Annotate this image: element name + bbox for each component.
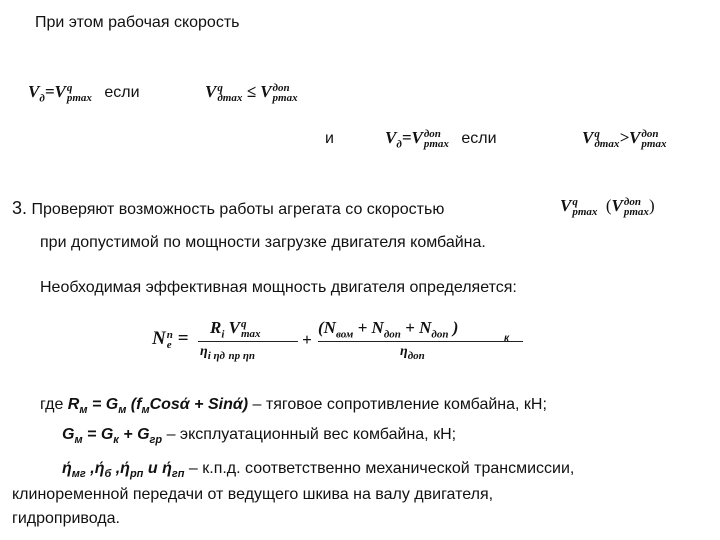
item-3 [12,198,444,219]
equation-1 [28,82,140,104]
equation-2: $V_д=V$ доп pmax если [385,128,497,151]
eta-line: $ή_{мг}$ $,ή_б$ $,ή_{рп}$ и $ή_{гп} - к.п.д$. соответственно механической трансмиссии, [62,460,575,481]
eq1-lhs: $V_д=V$ q pmax [28,82,92,105]
power-plus: + [302,330,312,349]
eq2-if-word: если [461,130,497,147]
eta-line-2: клиноременной передачи от ведущего шкива на валу двигателя, [12,486,494,503]
equation-2-condition: V q дmax >V доп pmax [582,128,667,151]
eq1-if-word: если [104,84,140,101]
equation-1-condition: V q дmax ≤ V доп pmax [205,82,298,105]
where-line: где $R_м = G_м$ $(f_мCosά + Sinά)$ – тяговое сопротивление комбайна, кН; [40,396,547,417]
fraction-line-2 [318,341,523,342]
power-intro: Необходимая эффективная мощность двигателя определяется: [40,279,517,296]
eq2-and-word: и [325,130,334,147]
item-3-line-2: при допустимой по мощности загрузке двигателя комбайна. [40,234,486,251]
item-3-number: 3. [12,198,28,218]
item-3-formula: V q pmax (V доп pmax ) [560,196,655,219]
gm-line: $G_м = G_к + G_{гр}$ – эксплуатационный вес комбайна, кН; [62,426,457,447]
power-lhs: N п е = [152,328,189,351]
power-numerator-2: ($N_{вом} + N_{доп} + N_{доп}$ ) [318,318,459,341]
power-denominator-1: $\eta_{i \eta д}$ $_{пр \eta п}$ [200,344,256,362]
power-subscript-k: к [504,333,510,344]
intro-text: При этом рабочая скорость [35,14,240,31]
item-3-text: Проверяют возможность работы агрегата со скоростью [31,201,445,218]
power-numerator-1: $R_i$ V q max [210,318,261,341]
eta-line-3: гидропривода. [12,510,120,527]
fraction-line-1 [198,341,298,342]
power-denominator-2: $\eta_{доп}$ [400,344,425,362]
